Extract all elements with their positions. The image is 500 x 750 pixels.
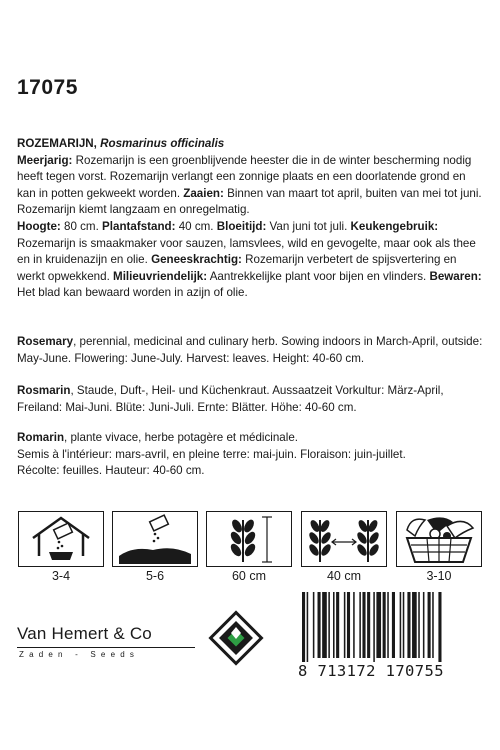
spacing-text: 40 cm. xyxy=(175,219,217,233)
barcode-bar xyxy=(407,592,410,658)
height-text: 80 cm. xyxy=(60,219,103,233)
barcode-icon xyxy=(300,592,488,662)
barcode-bar xyxy=(432,592,434,658)
barcode-bar xyxy=(328,592,330,658)
medicinal-heading: Geneeskrachtig: xyxy=(151,253,242,267)
barcode-bar xyxy=(322,592,327,658)
french-line-1: , plante vivace, herbe potagère et médicinale. xyxy=(64,431,298,444)
barcode-bar xyxy=(400,592,402,658)
brand-name: Van Hemert & Co xyxy=(17,624,152,643)
french-line-3: Récolte: feuilles. Hauteur: 40-60 cm. xyxy=(17,464,205,478)
storage-heading: Bewaren: xyxy=(429,269,482,283)
barcode-bar xyxy=(428,592,431,658)
icon-cell-sow-indoors xyxy=(18,511,104,587)
sow-outdoors-icon xyxy=(113,512,197,566)
barcode-bar xyxy=(313,592,315,658)
barcode-bar xyxy=(423,592,425,658)
sow-indoors-icon xyxy=(19,512,103,566)
barcode-bar xyxy=(362,592,365,658)
barcode-bar xyxy=(383,592,386,658)
german-text: , Staude, Duft-, Heil- und Küchenkraut. Aussaatzeit Vorkultur: März-April, Freiland: Mai-Juni. Blüte: Juni-Juli. Ernte: Blätter. Höhe: 40-60 cm. xyxy=(17,384,444,414)
plant-spacing-icon xyxy=(302,512,386,566)
barcode-bar xyxy=(318,592,321,658)
barcode-bar xyxy=(376,592,381,658)
barcode-bar xyxy=(373,592,375,662)
product-code: 17075 xyxy=(17,76,78,99)
barcode-bar xyxy=(359,592,361,658)
cultivation-icons xyxy=(18,511,492,587)
plant-height-value: 60 cm xyxy=(231,569,267,583)
sow-indoors-months: 3-4 xyxy=(51,569,71,583)
icon-cell-sow-outdoors xyxy=(112,511,198,587)
german-description xyxy=(17,383,487,416)
kitchen-use-text: Rozemarijn is smaakmaker voor sauzen, lamsvlees, wild en gevogelte, maar ook als thee en in kruidenazijn en olie. xyxy=(17,236,476,267)
dutch-description: ROZEMARIJN, Rosmarinus officinalis Meerjarig: Rozemarijn is een groenblijvende heester die in de winter bescherming nodig heeft tegen vorst. Rozemarijn verlangt een zonnige plaats en een doorlatende grond en kan in potten gekweekt worden. Zaaien: Binnen van maart tot april, buiten van mei tot juni. Rozemarijn kiemt langzaam en onregelmatig. Hoogte: 80 cm. Plantafstand: 40 cm. Bloeitijd: Van juni tot juli. Keukengebruik: Rozemarijn is smaakmaker voor sauzen, lamsvlees, wild en gevogelte, maar ook als thee en in kruidenazijn en olie. Geneeskrachtig: Rozemarijn verbetert de spijsvertering en werkt opwekkend. Milieuvriendelijk: Aantrekkelijke plant voor bijen en vlinders. Bewaren: Het blad kan bewaard worden in azijn of olie. xyxy=(17,137,482,300)
barcode-bar xyxy=(353,592,355,658)
french-heading: Romarin xyxy=(17,431,65,444)
french-description xyxy=(17,430,487,480)
english-heading: Rosemary xyxy=(17,335,74,348)
plant-height-icon xyxy=(207,512,291,566)
barcode-bar xyxy=(333,592,335,658)
barcode-bar xyxy=(392,592,395,658)
barcode-digits: 8 713172 170755 xyxy=(298,662,444,680)
height-heading: Hoogte: xyxy=(17,219,61,233)
perennial-text: Rozemarijn is een groenblijvende heester die in de winter bescherming nodig heeft tegen vorst. Rozemarijn verlangt een zonnige plaats en een doorlatende grond en kan in potten gekweekt worden. xyxy=(17,153,472,200)
medicinal-text: Rozemarijn verbetert de spijsvertering en werkt opwekkend. xyxy=(17,253,457,283)
flowering-heading: Bloeitijd: xyxy=(216,219,267,233)
barcode-bar xyxy=(438,592,441,662)
dutch-title: ROZEMARIJN xyxy=(17,137,94,150)
english-description xyxy=(17,334,487,367)
icon-cell-spacing xyxy=(301,511,387,587)
plant-spacing-value: 40 cm xyxy=(326,569,362,583)
barcode-bar xyxy=(347,592,350,658)
sow-outdoors-months: 5-6 xyxy=(145,569,165,583)
barcode-bar xyxy=(302,592,305,662)
barcode-bar xyxy=(418,592,420,658)
sowing-heading: Zaaien: xyxy=(183,186,224,200)
flowering-text: Van juni tot juli. xyxy=(266,219,351,233)
kitchen-use-heading: Keukengebruik: xyxy=(350,219,439,233)
perennial-heading: Meerjarig: xyxy=(17,153,73,167)
latin-name: Rosmarinus officinalis xyxy=(100,137,225,150)
barcode-bar xyxy=(412,592,417,658)
harvest-basket-icon xyxy=(397,512,481,566)
harvest-months: 3-10 xyxy=(426,569,452,583)
english-text: , perennial, medicinal and culinary herb. Sowing indoors in March-April, outside: May-June. Flowering: June-July. Harvest: leaves. Height: 40-60 cm. xyxy=(17,335,483,365)
brand-emblem-icon xyxy=(208,610,264,666)
storage-text: Het blad kan bewaard worden in azijn of olie. xyxy=(17,286,248,300)
brand-divider xyxy=(17,647,195,648)
french-line-2: Semis à l'intérieur: mars-avril, en pleine terre: mai-juin. Floraison: juin-juillet. xyxy=(17,447,406,461)
barcode-bar xyxy=(307,592,309,662)
barcode-bar xyxy=(336,592,339,658)
sowing-text: Binnen van maart tot april, buiten van mei tot juni. Rozemarijn kiemt langzaam en onregelmatig. xyxy=(17,186,482,217)
barcode-bar xyxy=(367,592,370,658)
icon-cell-height xyxy=(206,511,292,587)
spacing-heading: Plantafstand: xyxy=(102,219,176,233)
barcode-bar xyxy=(403,592,405,658)
brand-tagline: Zaden - Seeds xyxy=(19,650,140,659)
eco-heading: Milieuvriendelijk: xyxy=(113,269,208,283)
barcode-bar xyxy=(344,592,346,658)
german-heading: Rosmarin xyxy=(17,384,71,397)
barcode-bar xyxy=(387,592,389,658)
icon-cell-harvest xyxy=(396,511,482,587)
eco-text: Aantrekkelijke plant voor bijen en vlinders. xyxy=(207,269,430,283)
